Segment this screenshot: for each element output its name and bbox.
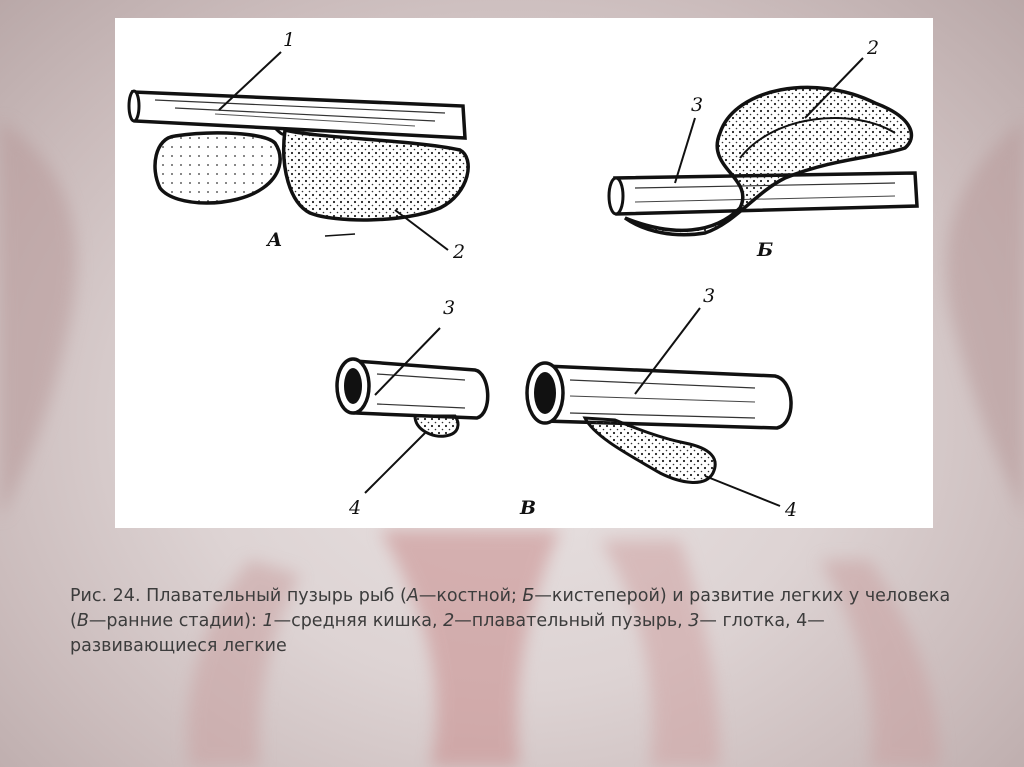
- caption-text: —плавательный пузырь,: [454, 611, 689, 631]
- leader-line: [675, 118, 695, 183]
- caption-text: —средняя кишка,: [273, 611, 444, 631]
- caption-italic-b: Б: [522, 586, 535, 606]
- label-b-2: 2: [867, 37, 880, 59]
- figure-caption: [70, 584, 970, 659]
- pharynx-tube-left: [337, 359, 488, 418]
- leader-line: [365, 433, 425, 493]
- caption-text: —кистеперой) и развитие легких у человека (: [70, 586, 951, 631]
- label-a-letter: А: [267, 229, 283, 251]
- figure-panel: [115, 18, 933, 528]
- lung-bud-left: [415, 416, 458, 436]
- lung-bud-right: [585, 418, 715, 482]
- leader-line: [705, 476, 780, 506]
- label-b-letter: Б: [757, 239, 774, 261]
- caption-italic-v: В: [76, 611, 89, 631]
- pharynx-tube-right: [527, 363, 791, 428]
- label-v-right-4: 4: [785, 499, 798, 521]
- caption-text: — глотка, 4—развивающиеся легкие: [70, 611, 825, 656]
- label-a-1: 1: [283, 29, 296, 51]
- label-b-3: 3: [691, 94, 704, 116]
- panel-a: [129, 29, 468, 263]
- label-v-letter: В: [520, 497, 537, 519]
- leader-line: [395, 210, 448, 250]
- label-v-left-4: 4: [349, 497, 362, 519]
- swim-bladder-a: [155, 128, 468, 220]
- panel-b: [609, 37, 917, 261]
- caption-italic-3: 3: [688, 611, 700, 631]
- label-v-right-3: 3: [703, 285, 716, 307]
- caption-italic-a: А: [406, 586, 419, 606]
- panel-v: [337, 285, 797, 521]
- caption-italic-2: 2: [443, 611, 455, 631]
- caption-text: —ранние стадии):: [88, 611, 263, 631]
- caption-text: Рис. 24. Плавательный пузырь рыб (: [70, 586, 407, 606]
- caption-italic-1: 1: [262, 611, 274, 631]
- caption-text: —костной;: [418, 586, 523, 606]
- label-a-2: 2: [453, 241, 466, 263]
- label-v-left-3: 3: [443, 297, 456, 319]
- lung-development-diagram: [115, 18, 933, 528]
